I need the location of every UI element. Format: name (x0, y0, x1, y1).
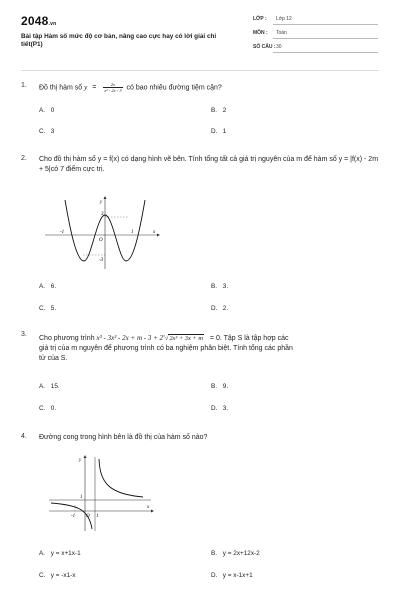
svg-text:1: 1 (131, 230, 134, 235)
option-a[interactable]: A. 0 (39, 107, 55, 114)
svg-text:1: 1 (80, 495, 83, 500)
question-text: Cho đồ thị hàm số y = f(x) có dạng hình vẽ bên. Tính tổng tất cả giá trị nguyên của m để hàm số y = |f(x) - 2m + 5|có 7 điểm cực trị. (39, 156, 379, 173)
graph-hyperbola (47, 453, 157, 533)
worksheet-header (21, 14, 381, 64)
meta-lop (253, 16, 383, 28)
y-axis-arrow (104, 196, 107, 199)
curve-right-branch (99, 459, 143, 497)
fraction: $\frac{2x}{\text{x² - 2x - 3}}$ (104, 82, 122, 93)
svg-text:3: 3 (101, 212, 104, 217)
question-2 (21, 155, 381, 325)
option-c[interactable]: C. 3 (39, 128, 55, 135)
question-number: 4. (21, 433, 27, 440)
svg-text:x: x (153, 230, 156, 235)
question-number: 3. (21, 331, 27, 338)
question-4 (21, 433, 381, 583)
svg-text:-1: -1 (60, 230, 65, 235)
option-b[interactable]: B. 3. (211, 283, 229, 290)
svg-text:-1: -1 (71, 514, 76, 519)
option-c[interactable]: C. 5. (39, 305, 57, 312)
svg-text:y: y (79, 458, 82, 463)
meta-socau-value: 30 (273, 44, 378, 53)
meta-socau (253, 44, 383, 56)
option-d[interactable]: D. y = x-1x+1 (211, 572, 253, 579)
svg-text:-3: -3 (99, 258, 104, 263)
svg-text:1: 1 (96, 514, 99, 519)
option-b[interactable]: B. 2 (211, 107, 227, 114)
option-a[interactable]: A. y = x+1x-1 (39, 550, 81, 557)
svg-text:O: O (99, 238, 103, 243)
svg-text:x: x (147, 505, 150, 510)
question-number: 2. (21, 155, 27, 162)
question-text: Cho phương trình $x^3 - 3x^2 - 2x + m - 3 + 2^3√2x^3 + 3x + m = 0$. Tập S là tập hợp các giá trị của m nguyên để phương trình có ba nghiệm phân biệt. Tính tổng các phần tử của S. (39, 331, 379, 364)
option-d[interactable]: D. 1 (211, 128, 227, 135)
y-axis-arrow (84, 455, 87, 458)
worksheet-title: Bài tập Hàm số mức độ cơ bản, nâng cao cực hay có lời giải chi tiết(P1) (21, 33, 217, 48)
meta-lop-label: LỚP : (253, 16, 267, 22)
svg-text:O: O (86, 514, 90, 519)
x-axis-arrow (151, 510, 154, 513)
header-divider (21, 70, 379, 71)
meta-mon-label: MÔN : (253, 30, 268, 36)
question-number: 1. (21, 82, 27, 89)
graph-f-of-x (43, 195, 161, 271)
option-b[interactable]: B. 9. (211, 383, 229, 390)
meta-mon (253, 30, 383, 42)
svg-text:y: y (100, 200, 103, 205)
option-a[interactable]: A. 6. (39, 283, 57, 290)
cube-root: $^3$√2x³ + 3x + m (163, 334, 203, 343)
question-3 (21, 331, 381, 421)
x-axis-arrow (157, 234, 160, 237)
site-logo[interactable]: 2048.vn (21, 14, 57, 28)
option-c[interactable]: C. 0. (39, 405, 57, 412)
option-d[interactable]: D. 2. (211, 305, 229, 312)
option-d[interactable]: D. 3. (211, 405, 229, 412)
question-text: Đường cong trong hình bên là đồ thị của hàm số nào? (39, 434, 208, 441)
meta-mon-value: Toán (273, 30, 378, 39)
site-logo-suffix: .vn (48, 21, 57, 27)
option-b[interactable]: B. y = 2x+12x-2 (211, 550, 260, 557)
option-a[interactable]: A. 15. (39, 383, 60, 390)
meta-socau-label: SỐ CÂU : (253, 44, 276, 50)
meta-lop-value: Lớp 12 (273, 16, 378, 25)
question-1 (21, 82, 381, 142)
question-text: Đồ thị hàm số y = $\frac{2x}{\text{x² - 2x - 3}}$ có bao nhiêu đường tiệm cận? (39, 82, 222, 93)
option-c[interactable]: C. y = -x1-x (39, 572, 76, 579)
